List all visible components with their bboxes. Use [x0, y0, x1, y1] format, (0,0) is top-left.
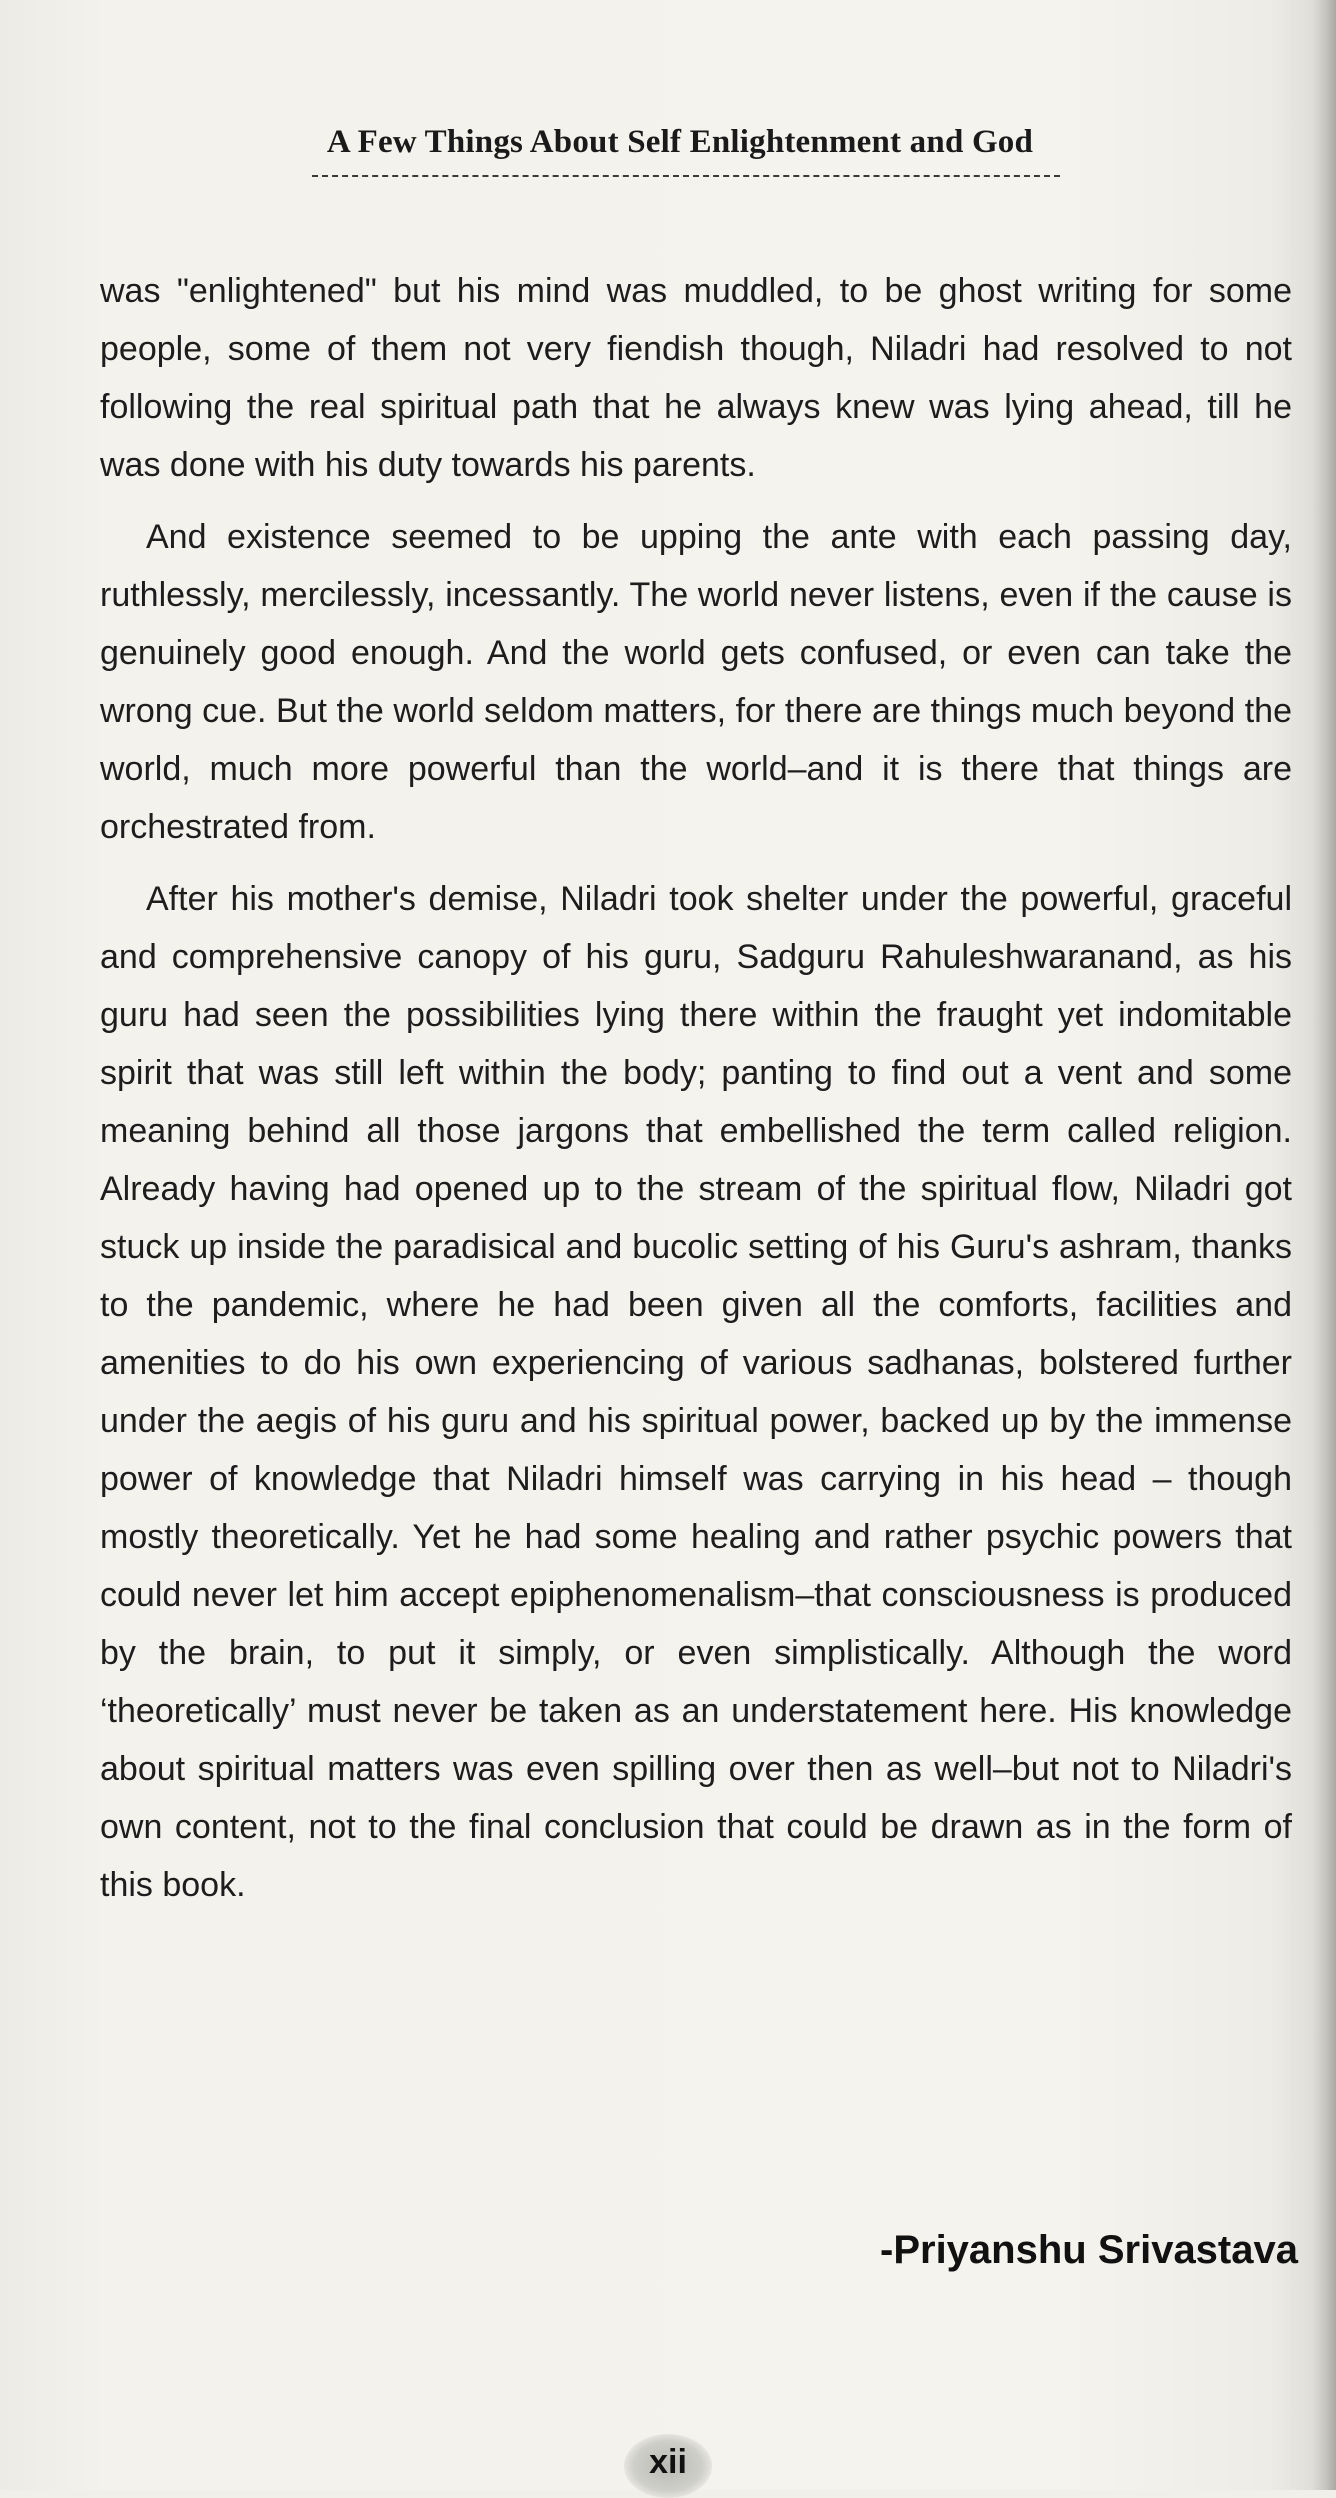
running-head: A Few Things About Self Enlightenment and God: [326, 124, 1034, 160]
page-edge-shadow: [1312, 0, 1336, 2490]
page-number: xii: [624, 2434, 712, 2498]
running-head-rule: [312, 175, 1060, 177]
paragraph-2: And existence seemed to be upping the ante with each passing day, ruthlessly, mercilessly, incessantly. The world never listens, even if the cause is genuinely good enough. And the world gets confused, or even can take the wrong cue. But the world seldom matters, for there are things much beyond the world, much more powerful than the world–and it is there that things are orchestrated from.: [100, 518, 1292, 846]
paragraph-3: After his mother's demise, Niladri took shelter under the powerful, graceful and comprehensive canopy of his guru, Sadguru Rahuleshwaranand, as his guru had seen the possibilities lying there within the fraught yet indomitable spirit that was still left within the body; panting to find out a vent and some meaning behind all those jargons that embellished the term called religion. Already having had opened up to the stream of the spiritual flow, Niladri got stuck up inside the paradisical and bucolic setting of his Guru's ashram, thanks to the pandemic, where he had been given all the comforts, facilities and amenities to do his own experiencing of various sadhanas, bolstered further under the aegis of his guru and his spiritual power, backed up by the immense power of knowledge that Niladri himself was carrying in his head – though mostly theoretically. Yet he had some healing and rather psychic powers that could never let him accept epiphenomenalism–that consciousness is produced by the brain, to put it simply, or even simplistically. Although the word ‘theoretically’ must never be taken as an understatement here. His knowledge about spiritual matters was even spilling over then as well–but not to Niladri's own content, not to the final conclusion that could be drawn as in the form of this book.: [100, 880, 1292, 1904]
author-signature: -Priyanshu Srivastava: [880, 2228, 1298, 2272]
body-text: [100, 262, 1292, 1928]
paragraph-1: was "enlightened" but his mind was muddled, to be ghost writing for some people, some of them not very fiendish though, Niladri had resolved to not following the real spiritual path that he always knew was lying ahead, till he was done with his duty towards his parents.: [100, 272, 1292, 484]
